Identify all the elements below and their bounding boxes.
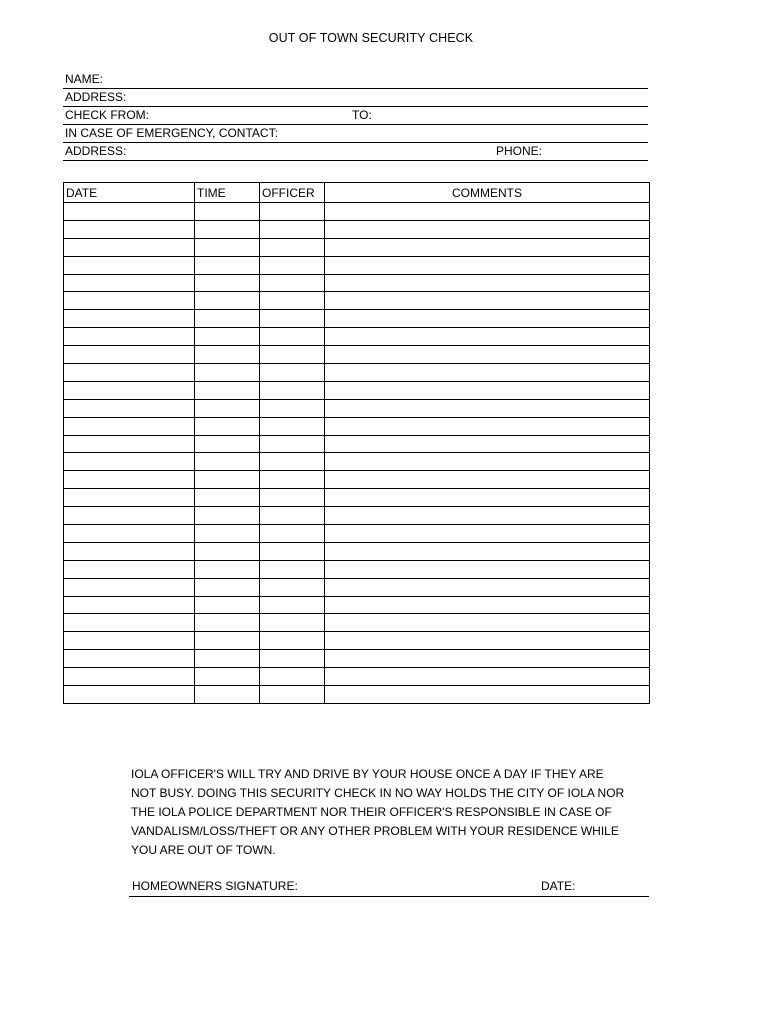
- time-cell[interactable]: [195, 203, 260, 221]
- form-title: OUT OF TOWN SECURITY CHECK: [268, 31, 474, 45]
- officer-cell[interactable]: [260, 471, 325, 489]
- table-row: [64, 256, 650, 274]
- security-check-log-table: [63, 182, 650, 704]
- date-cell[interactable]: [64, 364, 195, 382]
- name-field[interactable]: [63, 71, 648, 89]
- officer-cell[interactable]: [260, 453, 325, 471]
- officer-cell[interactable]: [260, 274, 325, 292]
- officer-cell[interactable]: [260, 578, 325, 596]
- comments-cell[interactable]: [325, 274, 650, 292]
- officer-cell[interactable]: [260, 650, 325, 668]
- comments-cell[interactable]: [325, 686, 650, 704]
- table-row: [64, 614, 650, 632]
- time-cell[interactable]: [195, 632, 260, 650]
- date-cell[interactable]: [64, 220, 195, 238]
- comments-cell[interactable]: [325, 578, 650, 596]
- table-row: [64, 525, 650, 543]
- table-row: [64, 596, 650, 614]
- comments-cell[interactable]: [325, 417, 650, 435]
- time-cell[interactable]: [195, 471, 260, 489]
- time-cell[interactable]: [195, 489, 260, 507]
- time-cell[interactable]: [195, 274, 260, 292]
- officer-cell[interactable]: [260, 614, 325, 632]
- date-cell[interactable]: [64, 542, 195, 560]
- table-row: [64, 310, 650, 328]
- date-cell[interactable]: [64, 525, 195, 543]
- comments-cell[interactable]: [325, 381, 650, 399]
- comments-cell[interactable]: [325, 399, 650, 417]
- comments-cell[interactable]: [325, 435, 650, 453]
- officer-cell[interactable]: [260, 256, 325, 274]
- table-row: [64, 417, 650, 435]
- table-header-row: [64, 183, 650, 203]
- table-row: [64, 471, 650, 489]
- date-cell[interactable]: [64, 632, 195, 650]
- comments-cell[interactable]: [325, 542, 650, 560]
- date-cell[interactable]: [64, 310, 195, 328]
- date-cell[interactable]: [64, 507, 195, 525]
- date-cell[interactable]: [64, 686, 195, 704]
- name-label: NAME:: [65, 72, 104, 86]
- emergency-contact-label: IN CASE OF EMERGENCY, CONTACT:: [65, 126, 278, 140]
- comments-cell[interactable]: [325, 346, 650, 364]
- table-row: [64, 578, 650, 596]
- date-cell[interactable]: [64, 578, 195, 596]
- table-row: [64, 507, 650, 525]
- table-row: [64, 453, 650, 471]
- time-cell[interactable]: [195, 542, 260, 560]
- table-row: [64, 399, 650, 417]
- emergency-address-label: ADDRESS:: [65, 144, 127, 158]
- table-row: [64, 292, 650, 310]
- signature-date-label: DATE:: [541, 879, 576, 893]
- officer-cell[interactable]: [260, 310, 325, 328]
- time-column-header: TIME: [195, 183, 260, 203]
- date-cell[interactable]: [64, 471, 195, 489]
- time-cell[interactable]: [195, 614, 260, 632]
- time-cell[interactable]: [195, 310, 260, 328]
- disclaimer-notice: IOLA OFFICER'S WILL TRY AND DRIVE BY YOUR HOUSE ONCE A DAY IF THEY ARE NOT BUSY. DOING THIS SECURITY CHECK IN NO WAY HOLDS THE CITY OF IOLA NOR THE IOLA POLICE DEPARTMENT NOR THEIR OFFICER'S RESPONSIBLE IN CASE OF VANDALISM/LOSS/THEFT OR ANY OTHER PROBLEM WITH YOUR RESIDENCE WHILE YOU ARE OUT OF TOWN.: [131, 767, 625, 857]
- comments-cell[interactable]: [325, 560, 650, 578]
- date-cell[interactable]: [64, 238, 195, 256]
- date-cell[interactable]: [64, 614, 195, 632]
- table-row: [64, 489, 650, 507]
- time-cell[interactable]: [195, 364, 260, 382]
- comments-column-header: COMMENTS: [325, 183, 650, 203]
- table-row: [64, 435, 650, 453]
- officer-cell[interactable]: [260, 203, 325, 221]
- time-cell[interactable]: [195, 328, 260, 346]
- officer-cell[interactable]: [260, 525, 325, 543]
- comments-cell[interactable]: [325, 489, 650, 507]
- officer-cell[interactable]: [260, 596, 325, 614]
- emergency-contact-field[interactable]: [63, 125, 648, 143]
- time-cell[interactable]: [195, 256, 260, 274]
- signature-field[interactable]: [129, 877, 649, 897]
- date-cell[interactable]: [64, 399, 195, 417]
- emergency-address-field[interactable]: [63, 143, 648, 161]
- officer-cell[interactable]: [260, 542, 325, 560]
- table-row: [64, 328, 650, 346]
- date-cell[interactable]: [64, 256, 195, 274]
- time-cell[interactable]: [195, 417, 260, 435]
- comments-cell[interactable]: [325, 650, 650, 668]
- phone-label: PHONE:: [496, 144, 543, 158]
- officer-cell[interactable]: [260, 399, 325, 417]
- officer-cell[interactable]: [260, 417, 325, 435]
- officer-cell[interactable]: [260, 507, 325, 525]
- comments-cell[interactable]: [325, 220, 650, 238]
- table-row: [64, 542, 650, 560]
- table-row: [64, 346, 650, 364]
- time-cell[interactable]: [195, 596, 260, 614]
- time-cell[interactable]: [195, 453, 260, 471]
- comments-cell[interactable]: [325, 203, 650, 221]
- comments-cell[interactable]: [325, 668, 650, 686]
- officer-cell[interactable]: [260, 686, 325, 704]
- date-cell[interactable]: [64, 292, 195, 310]
- time-cell[interactable]: [195, 399, 260, 417]
- comments-cell[interactable]: [325, 596, 650, 614]
- time-cell[interactable]: [195, 435, 260, 453]
- date-cell[interactable]: [64, 650, 195, 668]
- officer-cell[interactable]: [260, 328, 325, 346]
- officer-cell[interactable]: [260, 632, 325, 650]
- table-row: [64, 274, 650, 292]
- officer-cell[interactable]: [260, 381, 325, 399]
- date-cell[interactable]: [64, 435, 195, 453]
- officer-cell[interactable]: [260, 560, 325, 578]
- check-dates-field[interactable]: [63, 107, 648, 125]
- time-cell[interactable]: [195, 381, 260, 399]
- officer-cell[interactable]: [260, 346, 325, 364]
- comments-cell[interactable]: [325, 292, 650, 310]
- comments-cell[interactable]: [325, 507, 650, 525]
- time-cell[interactable]: [195, 238, 260, 256]
- date-column-header: DATE: [64, 183, 195, 203]
- comments-cell[interactable]: [325, 238, 650, 256]
- date-cell[interactable]: [64, 203, 195, 221]
- officer-cell[interactable]: [260, 668, 325, 686]
- time-cell[interactable]: [195, 220, 260, 238]
- table-row: [64, 238, 650, 256]
- table-row: [64, 203, 650, 221]
- date-cell[interactable]: [64, 346, 195, 364]
- time-cell[interactable]: [195, 668, 260, 686]
- table-row: [64, 632, 650, 650]
- officer-cell[interactable]: [260, 364, 325, 382]
- date-cell[interactable]: [64, 668, 195, 686]
- date-cell[interactable]: [64, 328, 195, 346]
- to-label: TO:: [352, 108, 372, 122]
- table-row: [64, 220, 650, 238]
- table-row: [64, 381, 650, 399]
- comments-cell[interactable]: [325, 632, 650, 650]
- table-row: [64, 650, 650, 668]
- time-cell[interactable]: [195, 525, 260, 543]
- table-row: [64, 364, 650, 382]
- time-cell[interactable]: [195, 578, 260, 596]
- time-cell[interactable]: [195, 292, 260, 310]
- time-cell[interactable]: [195, 346, 260, 364]
- check-from-label: CHECK FROM:: [65, 108, 149, 122]
- comments-cell[interactable]: [325, 525, 650, 543]
- comments-cell[interactable]: [325, 310, 650, 328]
- table-row: [64, 668, 650, 686]
- comments-cell[interactable]: [325, 614, 650, 632]
- comments-cell[interactable]: [325, 453, 650, 471]
- officer-cell[interactable]: [260, 489, 325, 507]
- date-cell[interactable]: [64, 596, 195, 614]
- date-cell[interactable]: [64, 453, 195, 471]
- comments-cell[interactable]: [325, 256, 650, 274]
- time-cell[interactable]: [195, 686, 260, 704]
- comments-cell[interactable]: [325, 328, 650, 346]
- officer-cell[interactable]: [260, 238, 325, 256]
- date-cell[interactable]: [64, 417, 195, 435]
- officer-column-header: OFFICER: [260, 183, 325, 203]
- date-cell[interactable]: [64, 381, 195, 399]
- comments-cell[interactable]: [325, 364, 650, 382]
- log-table-body: [64, 203, 650, 704]
- address-field[interactable]: [63, 89, 648, 107]
- address-label: ADDRESS:: [65, 90, 127, 104]
- date-cell[interactable]: [64, 274, 195, 292]
- officer-cell[interactable]: [260, 220, 325, 238]
- time-cell[interactable]: [195, 650, 260, 668]
- table-row: [64, 560, 650, 578]
- contact-info-section: [63, 71, 648, 161]
- comments-cell[interactable]: [325, 471, 650, 489]
- signature-label: HOMEOWNERS SIGNATURE:: [132, 879, 298, 893]
- time-cell[interactable]: [195, 560, 260, 578]
- officer-cell[interactable]: [260, 435, 325, 453]
- table-row: [64, 686, 650, 704]
- time-cell[interactable]: [195, 507, 260, 525]
- officer-cell[interactable]: [260, 292, 325, 310]
- date-cell[interactable]: [64, 489, 195, 507]
- date-cell[interactable]: [64, 560, 195, 578]
